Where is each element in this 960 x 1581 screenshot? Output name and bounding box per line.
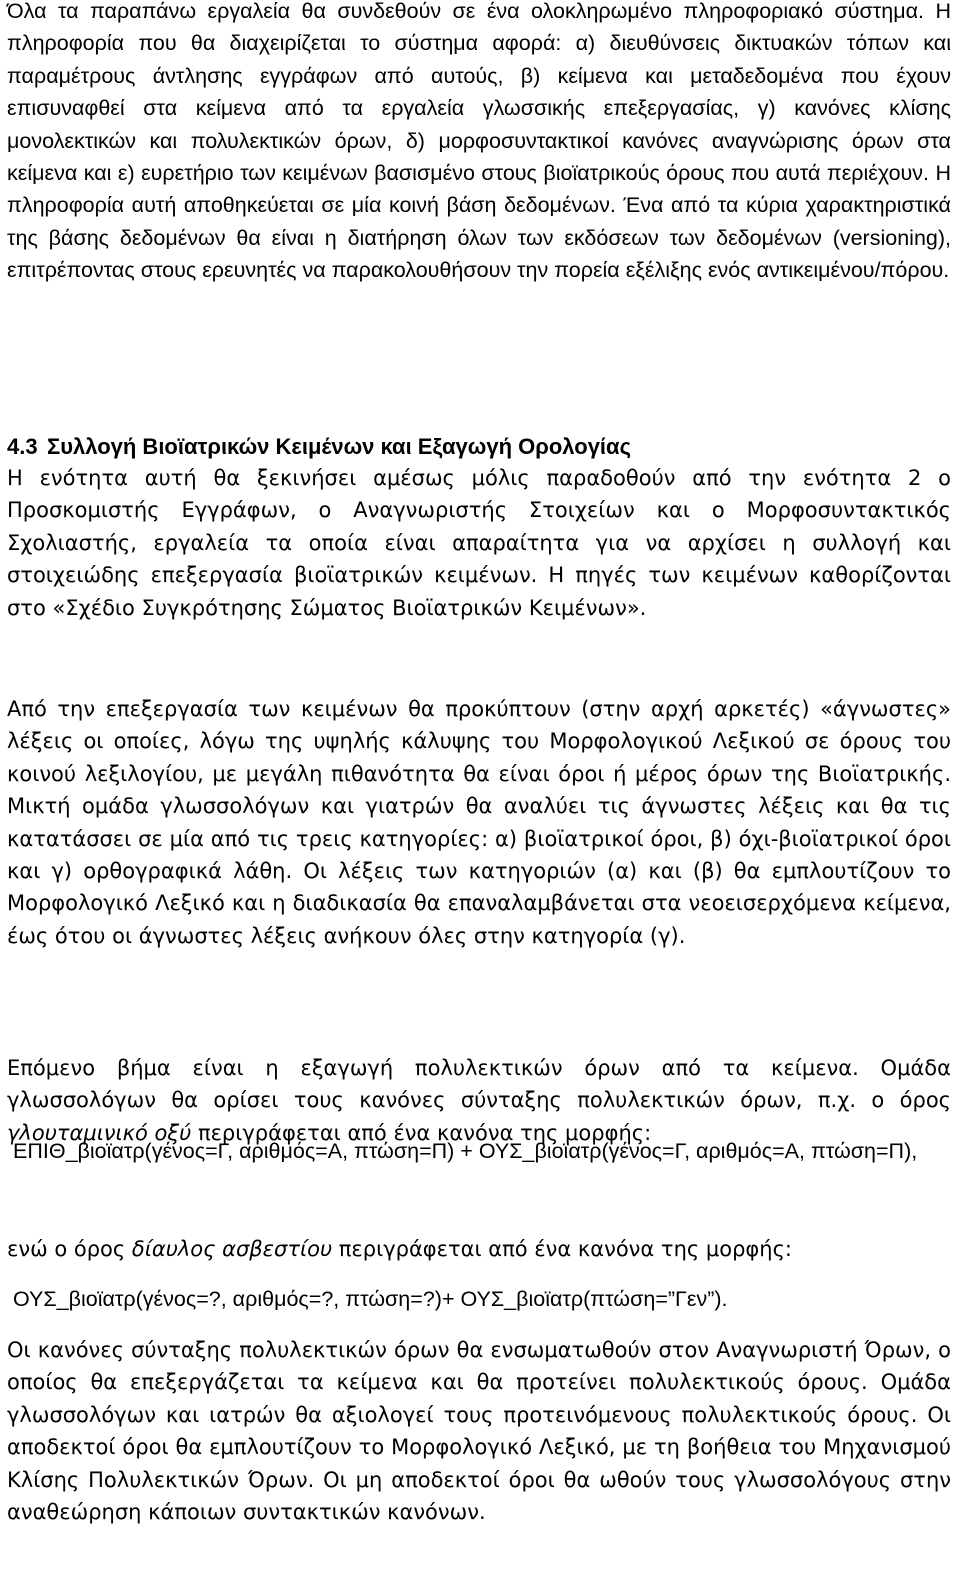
section-heading <box>7 431 631 463</box>
term-example: δίαυλος ασβεστίου <box>131 1237 333 1261</box>
paragraph-second-term <box>7 1233 792 1265</box>
text-run: περιγράφεται από ένα κανόνα της μορφής: <box>332 1237 792 1261</box>
text-run: περιγράφεται από ένα κανόνα της μορφής: <box>191 1120 652 1145</box>
section-title: Συλλογή Βιοϊατρικών Κειμένων και Εξαγωγή Ορολογίας <box>47 434 632 459</box>
text-run: Επόμενο βήμα είναι η εξαγωγή πολυλεκτικών όρων από τα κείμενα. Ομάδα γλωσσολόγων θα ορίσει τους κανόνες σύνταξης πολυλεκτικών όρων, π.χ. ο όρος <box>7 1056 951 1113</box>
paragraph-term-recognizer: Οι κανόνες σύνταξης πολυλεκτικών όρων θα ενσωματωθούν στον Αναγνωριστή Όρων, ο οποίος θα επεξεργάζεται τα κείμενα και θα προτείνει πολυλεκτικούς όρους. Ομάδα γλωσσολόγων και ιατρών θα αξιολογεί τους προτεινόμενους πολυλεκτικούς όρους. Οι αποδεκτοί όροι θα εμπλουτίζουν το Μορφολογικό Λεξικό, με τη βοήθεια του Μηχανισμού Κλίσης Πολυλεκτικών Όρων. Οι μη αποδεκτοί όροι θα ωθούν τους γλωσσολόγους στην αναθεώρηση κάποιων συντακτικών κανόνων. <box>7 1338 951 1525</box>
rule-example-2: ΟΥΣ_βιοϊατρ(γένος=?, αριθμός=?, πτώση=?)+ ΟΥΣ_βιοϊατρ(πτώση=”Γεν”). <box>13 1287 728 1311</box>
rule-example-1: ΕΠΙΘ_βιοϊατρ(γένος=Γ, αριθμός=Α, πτώση=Π) + ΟΥΣ_βιοϊατρ(γένος=Γ, αριθμός=Α, πτώση=Π), <box>13 1139 918 1163</box>
text-run: ενώ ο όρος <box>7 1237 132 1261</box>
section-number: 4.3 <box>7 434 38 459</box>
paragraph-information-system: Όλα τα παραπάνω εργαλεία θα συνδεθούν σε ένα ολοκληρωμένο πληροφοριακό σύστημα. Η πληροφορία που θα διαχειρίζεται το σύστημα αφορά: α) διευθύνσεις δικτυακών τόπων και παραμέτρους άντλησης εγγράφων από αυτούς, β) κείμενα και μεταδεδομένα που έχουν επισυναφθεί στα κείμενα από τα εργαλεία γλωσσικής επεξεργασίας, γ) κανόνες κλίσης μονολεκτικών και πολυλεκτικών όρων, δ) μορφοσυντακτικοί κανόνες αναγνώρισης όρων στα κείμενα και ε) ευρετήριο των κειμένων βασισμένο στους βιοϊατρικούς όρους που αυτά περιέχουν. Η πληροφορία αυτή αποθηκεύεται σε μία κοινή βάση δεδομένων. Ένα από τα κύρια χαρακτηριστικά της βάσης δεδομένων θα είναι η διατήρηση όλων των εκδόσεων των δεδομένων (versioning), επιτρέποντας στους ερευνητές να παρακολουθήσουν την πορεία εξέλιξης ενός αντικειμένου/πόρου. <box>7 0 951 283</box>
paragraph-section-start: Η ενότητα αυτή θα ξεκινήσει αμέσως μόλις παραδοθούν από την ενότητα 2 ο Προσκομιστής Εγγράφων, ο Αναγνωριστής Στοιχείων και ο Μορφοσυντακτικός Σχολιαστής, εργαλεία τα οποία είναι απαραίτητα για να αρχίσει η συλλογή και στοιχειώδης επεξεργασία βιοϊατρικών κειμένων. Η πηγές των κειμένων καθορίζονται στο «Σχέδιο Συγκρότησης Σώματος Βιοϊατρικών Κειμένων». <box>7 466 951 620</box>
term-example: γλουταμινικό οξύ <box>7 1120 192 1145</box>
paragraph-unknown-words: Από την επεξεργασία των κειμένων θα προκύπτουν (στην αρχή αρκετές) «άγνωστες» λέξεις οι οποίες, λόγω της υψηλής κάλυψης του Μορφολογικού Λεξικού σε όρους του κοινού λεξιλογίου, με μεγάλη πιθανότητα θα είναι όροι ή μέρος όρων της Βιοϊατρικής. Μικτή ομάδα γλωσσολόγων και γιατρών θα αναλύει τις άγνωστες λέξεις και θα τις κατατάσσει σε μία από τις τρεις κατηγορίες: α) βιοϊατρικοί όροι, β) όχι-βιοϊατρικοί όροι και γ) ορθογραφικά λάθη. Οι λέξεις των κατηγοριών (α) και (β) θα εμπλουτίζουν το Μορφολογικό Λεξικό και η διαδικασία θα επαναλαμβάνεται στα νεοεισερχόμενα κείμενα, έως ότου οι άγνωστες λέξεις ανήκουν όλες στην κατηγορία (γ). <box>7 697 951 948</box>
